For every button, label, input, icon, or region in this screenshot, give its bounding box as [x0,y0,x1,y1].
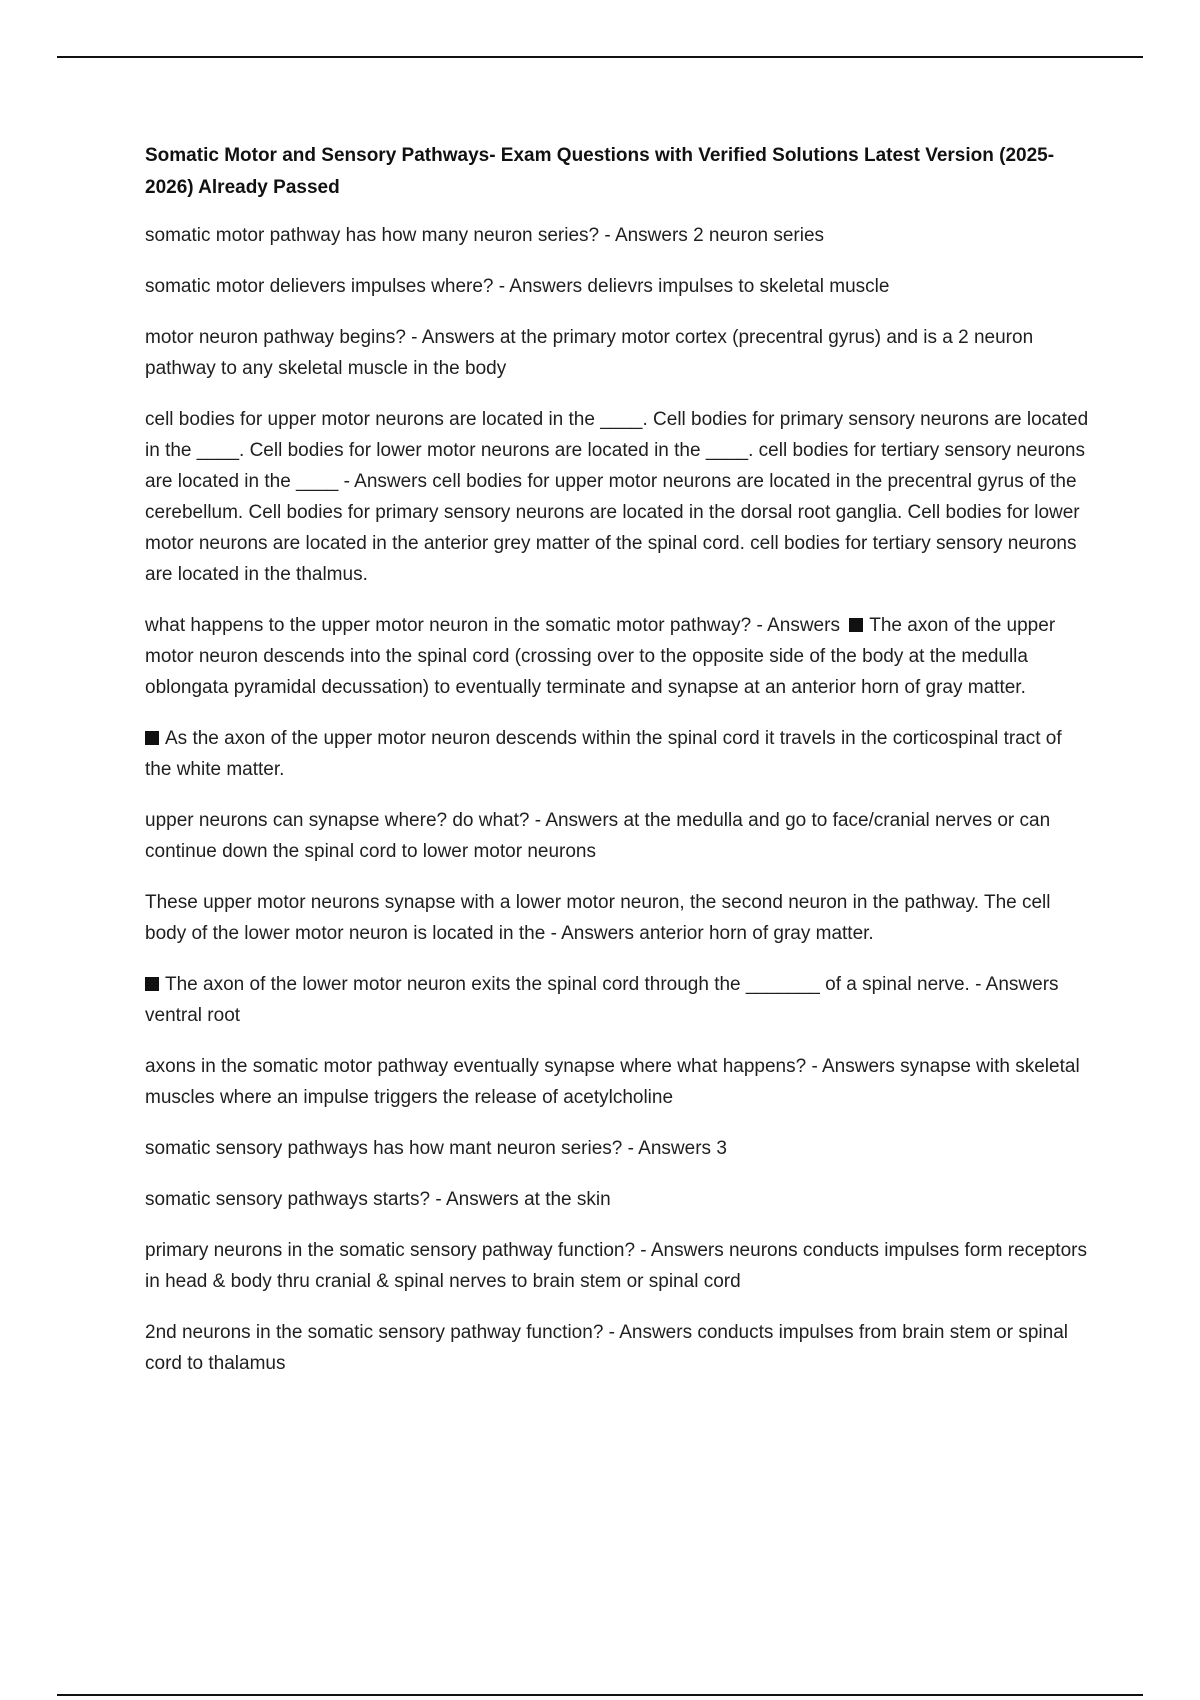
paragraph [145,723,1090,785]
document-body [145,140,1090,1399]
square-bullet-icon [145,977,159,991]
bottom-rule [57,1694,1143,1696]
paragraph: cell bodies for upper motor neurons are located in the ____. Cell bodies for primary sensory neurons are located in the ____. Cell bodies for lower motor neurons are located in the ____. cell bodies for tertiary sensory neurons are located in the ____ - Answers cell bodies for upper motor neurons are located in the precentral gyrus of the cerebellum. Cell bodies for primary sensory neurons are located in the dorsal root ganglia. Cell bodies for lower motor neurons are located in the anterior grey matter of the spinal cord. cell bodies for tertiary sensory neurons are located in the thalmus. [145,409,1089,585]
paragraph: somatic motor pathway has how many neuron series? - Answers 2 neuron series [145,225,825,246]
square-bullet-icon [145,731,159,745]
document-title: Somatic Motor and Sensory Pathways- Exam Questions with Verified Solutions Latest Version (2025-2026) Already Passed [145,145,1055,198]
paragraph-text: The axon of the lower motor neuron exits the spinal cord through the _______ of a spinal nerve. - Answers ventral root [145,974,1059,1026]
square-bullet-icon [849,618,863,632]
paragraph-text: The axon of the upper motor neuron descends into the spinal cord (crossing over to the opposite side of the body at the medulla oblongata pyramidal decussation) to eventually terminate and synapse at an anterior horn of gray matter. [145,615,1056,698]
paragraph: upper neurons can synapse where? do what? - Answers at the medulla and go to face/cranial nerves or can continue down the spinal cord to lower motor neurons [145,810,1051,862]
paragraph: primary neurons in the somatic sensory pathway function? - Answers neurons conducts impulses form receptors in head & body thru cranial & spinal nerves to brain stem or spinal cord [145,1240,1087,1292]
paragraph: 2nd neurons in the somatic sensory pathway function? - Answers conducts impulses from brain stem or spinal cord to thalamus [145,1322,1069,1374]
paragraph: motor neuron pathway begins? - Answers at the primary motor cortex (precentral gyrus) and is a 2 neuron pathway to any skeletal muscle in the body [145,327,1034,379]
paragraph: somatic sensory pathways starts? - Answers at the skin [145,1189,611,1210]
paragraph-text: what happens to the upper motor neuron in the somatic motor pathway? - Answers [145,615,840,636]
paragraph: axons in the somatic motor pathway eventually synapse where what happens? - Answers synapse with skeletal muscles where an impulse triggers the release of acetylcholine [145,1056,1080,1108]
top-rule [57,56,1143,58]
paragraph [145,610,1090,703]
paragraph: somatic motor delievers impulses where? - Answers delievrs impulses to skeletal muscle [145,276,890,297]
paragraph: somatic sensory pathways has how mant neuron series? - Answers 3 [145,1138,727,1159]
paragraph: These upper motor neurons synapse with a lower motor neuron, the second neuron in the pathway. The cell body of the lower motor neuron is located in the - Answers anterior horn of gray matter. [145,892,1051,944]
paragraph-text: As the axon of the upper motor neuron descends within the spinal cord it travels in the corticospinal tract of the white matter. [145,728,1062,780]
paragraph [145,969,1090,1031]
